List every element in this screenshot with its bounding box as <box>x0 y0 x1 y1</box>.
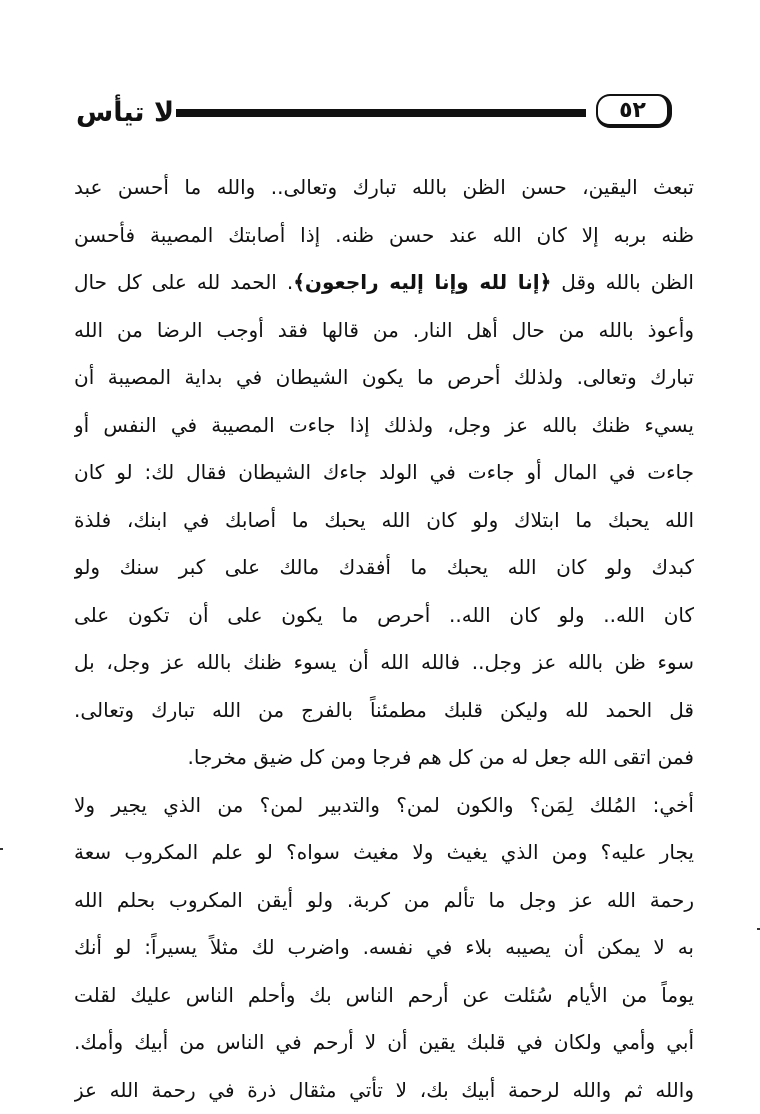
text-line: سوء ظن بالله عز وجل.. فالله الله أن يسوء ظنك بالله عز وجل، بل <box>74 639 694 687</box>
text-line: والله ثم والله لرحمة أبيك بك، لا تأتي مثقال ذرة في رحمة الله عز <box>74 1067 694 1114</box>
text-line: الله يحبك ما ابتلاك ولو كان الله يحبك ما أصابك في ابنك، فلذة <box>74 497 694 545</box>
page-number: ٥٢ <box>619 98 646 123</box>
text-line: كبدك ولو كان الله يحبك ما أفقدك مالك على كبر سنك ولو <box>74 544 694 592</box>
page-header <box>76 94 672 138</box>
text-line: جاءت في المال أو جاءت في الولد جاءك الشيطان فقال لك: لو كان <box>74 449 694 497</box>
body-text <box>74 164 694 1114</box>
text-line: قل الحمد لله وليكن قلبك مطمئناً بالفرج من الله تبارك وتعالى. <box>74 687 694 735</box>
text-line: أبي وأمي ولكان في قلبك يقين أن لا أرحم في الناس من أبيك وأمك. <box>74 1019 694 1067</box>
text-line: يسيء ظنك بالله عز وجل، ولذلك إذا جاءت المصيبة في النفس أو <box>74 402 694 450</box>
text-line: فمن اتقى الله جعل له من كل هم فرجا ومن كل ضيق مخرجا. <box>74 734 694 782</box>
quran-quote: ﴿إنا لله وإنا إليه راجعون﴾ <box>293 270 551 294</box>
text-segment: . الحمد لله على كل حال <box>74 270 293 294</box>
text-line <box>74 259 694 307</box>
page-number-box <box>596 94 672 128</box>
text-line: وأعوذ بالله من حال أهل النار. من قالها فقد أوجب الرضا من الله <box>74 307 694 355</box>
book-title: لا تيأس <box>76 96 174 130</box>
text-line: كان الله.. ولو كان الله.. أحرص ما يكون على أن تكون على <box>74 592 694 640</box>
text-line: يجار عليه؟ ومن الذي يغيث ولا مغيث سواه؟ لو علم المكروب سعة <box>74 829 694 877</box>
header-rule <box>176 109 586 117</box>
text-line: يوماً من الأيام سُئلت عن أرحم الناس بك وأحلم الناس عليك لقلت <box>74 972 694 1020</box>
text-line: تبعث اليقين، حسن الظن بالله تبارك وتعالى.. والله ما أحسن عبد <box>74 164 694 212</box>
text-line: ظنه بربه إلا كان الله عند حسن ظنه. إذا أصابتك المصيبة فأحسن <box>74 212 694 260</box>
text-line: رحمة الله عز وجل ما تألم من كربة. ولو أيقن المكروب بحلم الله <box>74 877 694 925</box>
text-segment: الظن بالله وقل <box>551 270 694 294</box>
text-line: تبارك وتعالى. ولذلك أحرص ما يكون الشيطان في بداية المصيبة أن <box>74 354 694 402</box>
text-line: أخي: المُلك لِمَن؟ والكون لمن؟ والتدبير لمن؟ من الذي يجير ولا <box>74 782 694 830</box>
text-line: به لا يمكن أن يصيبه بلاء في نفسه. واضرب لك مثلاً يسيراً: لو أنك <box>74 924 694 972</box>
margin-mark <box>0 848 3 850</box>
